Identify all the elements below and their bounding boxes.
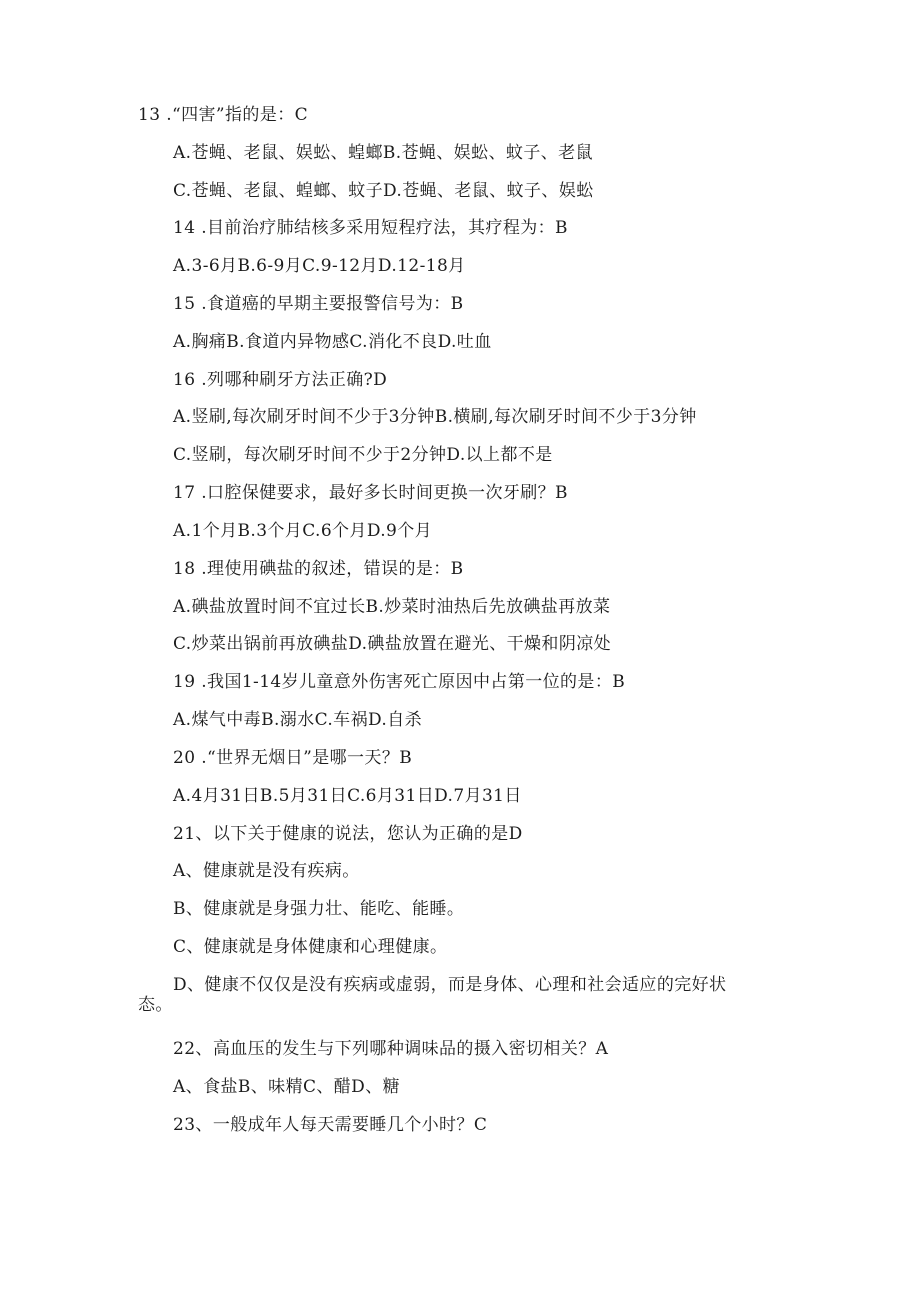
question-21-option-b: B、健康就是身强力壮、能吃、能睡。 bbox=[173, 899, 465, 919]
question-18-options-cd: C.炒菜出锅前再放碘盐D.碘盐放置在避光、干燥和阴凉处 bbox=[173, 634, 612, 654]
question-20: 20 .“世界无烟日”是哪一天？B bbox=[173, 748, 413, 768]
question-14-options: A.3-6月B.6-9月C.9-12月D.12-18月 bbox=[173, 256, 466, 276]
question-21: 21、以下关于健康的说法，您认为正确的是D bbox=[173, 824, 523, 844]
question-22-options: A、食盐B、味精C、醋D、糖 bbox=[173, 1077, 401, 1097]
question-21-option-a: A、健康就是没有疾病。 bbox=[173, 861, 360, 881]
question-23: 23、一般成年人每天需要睡几个小时？C bbox=[173, 1115, 488, 1135]
question-20-options: A.4月31日B.5月31日C.6月31日D.7月31日 bbox=[173, 786, 522, 806]
question-19: 19 .我国1-14岁儿童意外伤害死亡原因中占第一位的是：B bbox=[173, 672, 626, 692]
question-14: 14 .目前治疗肺结核多采用短程疗法，其疗程为：B bbox=[173, 218, 568, 238]
question-16: 16 .列哪种刷牙方法正确?D bbox=[173, 370, 388, 390]
question-15: 15 .食道癌的早期主要报警信号为：B bbox=[173, 294, 464, 314]
question-18-options-ab: A.碘盐放置时间不宜过长B.炒菜时油热后先放碘盐再放菜 bbox=[173, 597, 611, 617]
question-13-options-ab: A.苍蝇、老鼠、娱蚣、蝗螂B.苍蝇、娱蚣、蚊子、老鼠 bbox=[173, 143, 593, 163]
question-16-options-ab: A.竖刷,每次刷牙时间不少于3分钟B.横刷,每次刷牙时间不少于3分钟 bbox=[173, 407, 697, 427]
question-21-option-c: C、健康就是身体健康和心理健康。 bbox=[173, 937, 448, 957]
question-13: 13 .“四害”指的是：C bbox=[138, 105, 309, 125]
question-17-options: A.1个月B.3个月C.6个月D.9个月 bbox=[173, 521, 433, 541]
question-18: 18 .理使用碘盐的叙述，错误的是：B bbox=[173, 559, 464, 579]
question-15-options: A.胸痛B.食道内异物感C.消化不良D.吐血 bbox=[173, 332, 492, 352]
question-13-options-cd: C.苍蝇、老鼠、蝗螂、蚊子D.苍蝇、老鼠、蚊子、娱蚣 bbox=[173, 181, 594, 201]
question-22: 22、高血压的发生与下列哪种调味品的摄入密切相关？A bbox=[173, 1039, 609, 1059]
question-16-options-cd: C.竖刷，每次刷牙时间不少于2分钟D.以上都不是 bbox=[173, 445, 553, 465]
question-17: 17 .口腔保健要求，最好多长时间更换一次牙刷？B bbox=[173, 483, 568, 503]
question-19-options: A.煤气中毒B.溺水C.车祸D.自杀 bbox=[173, 710, 423, 730]
question-21-option-d: D、健康不仅仅是没有疾病或虚弱，而是身体、心理和社会适应的完好状态。 bbox=[138, 975, 727, 1015]
